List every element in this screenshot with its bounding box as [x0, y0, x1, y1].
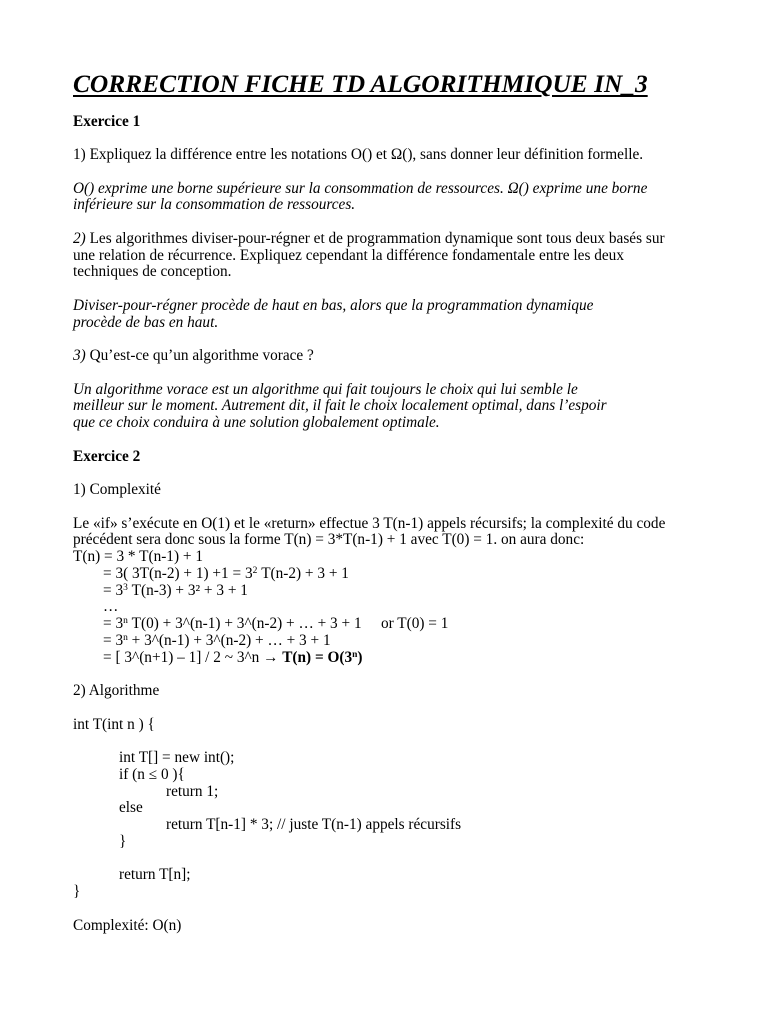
derivation-line: [73, 616, 768, 633]
derivation-base: = 3: [103, 615, 124, 633]
part-2-heading: 2) Algorithme: [73, 682, 160, 700]
derivation-line: [73, 566, 768, 583]
answer-2: [73, 298, 768, 332]
result-close: ): [357, 648, 363, 666]
question-2-text: Les algorithmes diviser-pour-régner et de programmation dynamique sont tous deux basés sur: [89, 229, 665, 247]
question-2-line: [73, 231, 768, 248]
derivation-rest: T(n-2) + 3 + 1: [261, 564, 349, 582]
question-number: 2): [73, 229, 86, 247]
code-line: }: [73, 883, 81, 901]
answer-3-line: meilleur sur le moment. Autrement dit, il fait le choix localement optimal, dans l’espoir: [73, 397, 607, 415]
question-2-line: une relation de récurrence. Expliquez cependant la différence fondamentale entre les deux: [73, 246, 624, 264]
question-number: 3): [73, 347, 86, 365]
exercise-1: [73, 114, 768, 432]
result-exponent: n: [352, 649, 358, 660]
exponent: n: [123, 615, 128, 626]
derivation-line: [73, 650, 768, 667]
answer-2-line: procède de bas en haut.: [73, 313, 219, 331]
derivation-rest: T(n-3) + 3² + 3 + 1: [131, 581, 248, 599]
code-line: return T[n];: [119, 866, 191, 884]
answer-1: [73, 181, 768, 215]
question-3-text: Qu’est-ce qu’un algorithme vorace ?: [89, 347, 314, 365]
exercise-2: [73, 449, 768, 935]
exponent: 3: [123, 582, 128, 593]
answer-2-line: Diviser-pour-régner procède de haut en bas, alors que la programmation dynamique: [73, 296, 594, 314]
intro-line: Le «if» s’exécute en O(1) et le «return» effectue 3 T(n-1) appels récursifs; la complexité du code: [73, 514, 666, 532]
answer-1-line: inférieure sur la consommation de ressources.: [73, 196, 356, 214]
derivation-rest: T(0) + 3^(n-1) + 3^(n-2) + … + 3 + 1: [131, 615, 362, 633]
complexity-explanation: [73, 516, 768, 667]
derivation-rest: + 3^(n-1) + 3^(n-2) + … + 3 + 1: [131, 631, 331, 649]
exponent: n: [123, 632, 128, 643]
exercise-2-heading: Exercice 2: [73, 447, 141, 465]
code-line: return T[n-1] * 3; // juste T(n-1) appels récursifs: [166, 816, 462, 834]
exponent: 2: [252, 565, 258, 576]
part-1-heading: 1) Complexité: [73, 481, 161, 499]
exercise-1-heading: Exercice 1: [73, 112, 141, 130]
answer-1-line: O() exprime une borne supérieure sur la consommation de ressources. Ω() exprime une borne: [73, 179, 648, 197]
result: T(n) = O(3: [282, 648, 353, 666]
answer-3: [73, 382, 768, 432]
answer-3-line: que ce choix conduira à une solution globalement optimale.: [73, 414, 440, 432]
code-line: int T(int n ) {: [73, 715, 155, 733]
derivation-base: = 3( 3T(n-2) + 1) +1 = 3: [103, 564, 253, 582]
derivation-base: = 3: [103, 581, 124, 599]
code-line: }: [119, 832, 127, 850]
document-title: CORRECTION FICHE TD ALGORITHMIQUE IN_3: [73, 69, 648, 98]
complexity-result: Complexité: O(n): [73, 916, 182, 934]
derivation-line: [73, 633, 768, 650]
question-2: [73, 231, 768, 281]
arrow-icon: →: [263, 648, 279, 666]
code-block: [73, 717, 768, 901]
code-line: if (n ≤ 0 ){: [119, 765, 185, 783]
code-line: return 1;: [166, 782, 219, 800]
derivation-base: = 3: [103, 631, 124, 649]
derivation-note: or T(0) = 1: [381, 615, 449, 633]
intro-line: précédent sera donc sous la forme T(n) = 3*T(n-1) + 1 avec T(0) = 1. on aura donc:: [73, 531, 585, 549]
question-2-line: techniques de conception.: [73, 263, 232, 281]
derivation-line: T(n) = 3 * T(n-1) + 1: [73, 548, 203, 566]
derivation-line: …: [103, 598, 119, 616]
derivation-text: = [ 3^(n+1) – 1] / 2 ~ 3^n: [103, 648, 260, 666]
answer-3-line: Un algorithme vorace est un algorithme qui fait toujours le choix qui lui semble le: [73, 380, 578, 398]
question-3: [73, 348, 768, 365]
code-line: int T[] = new int();: [119, 749, 235, 767]
code-line: else: [119, 799, 143, 817]
derivation-line: [73, 583, 768, 600]
question-1: 1) Expliquez la différence entre les notations O() et Ω(), sans donner leur définition formelle.: [73, 146, 644, 164]
